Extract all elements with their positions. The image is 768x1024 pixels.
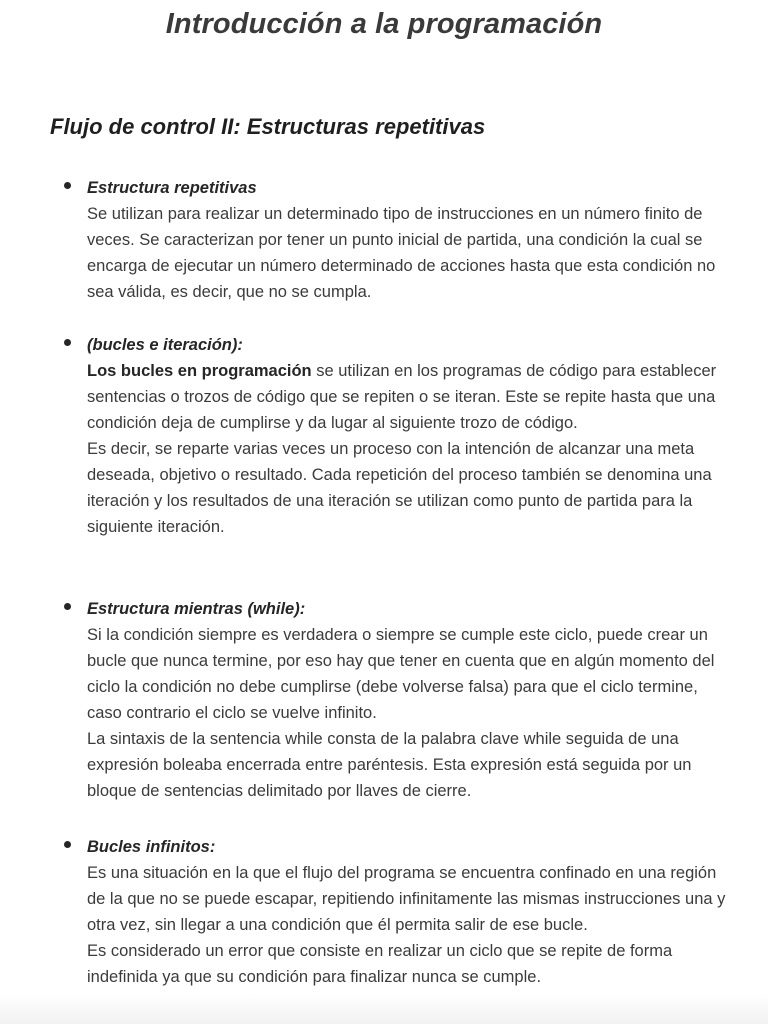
list-item	[58, 175, 730, 305]
bullet-icon	[64, 841, 71, 848]
paragraph-rest: se utilizan en los programas de código para establecer sentencias o trozos de código que se repiten o se iteran. Este se repite hasta que una condición deja de cumplirse y da lugar al siguiente trozo de código.	[87, 362, 717, 432]
item-body	[87, 358, 730, 540]
item-paragraph: La sintaxis de la sentencia while consta de la palabra clave while seguida de una expresión boleaba encerrada entre paréntesis. Esta expresión está seguida por un bloque de sentencias delimitado por llaves de cierre.	[87, 730, 692, 800]
item-body	[87, 622, 730, 804]
item-heading: Estructura repetitivas	[87, 179, 257, 197]
item-paragraph: Se utilizan para realizar un determinado tipo de instrucciones en un número finito de veces. Se caracterizan por tener un punto inicial de partida, una condición la cual se encarga de ejecutar un número determinado de acciones hasta que esta condición no sea válida, es decir, que no se cumpla.	[87, 205, 716, 301]
item-paragraph: Es decir, se reparte varias veces un proceso con la intención de alcanzar una meta deseada, objetivo o resultado. Cada repetición del proceso también se denomina una iteración y los resultados de una iteración se utilizan como punto de partida para la siguiente iteración.	[87, 440, 712, 536]
item-paragraph	[87, 358, 730, 436]
bottom-fade	[0, 994, 768, 1024]
item-paragraph: Es una situación en la que el flujo del programa se encuentra confinado en una región de la que no se puede escapar, repitiendo infinitamente las mismas instrucciones una y otra vez, sin llegar a una condición que él permita salir de ese bucle.	[87, 864, 726, 934]
item-heading: Bucles infinitos:	[87, 838, 216, 856]
bold-lead: Los bucles en programación	[87, 362, 312, 380]
item-body	[87, 860, 730, 990]
item-heading: (bucles e iteración):	[87, 336, 243, 354]
list-item	[58, 596, 730, 804]
bullet-icon	[64, 339, 71, 346]
item-heading: Estructura mientras (while):	[87, 600, 306, 618]
item-paragraph: Es considerado un error que consiste en realizar un ciclo que se repite de forma indefinida ya que su condición para finalizar nunca se cumple.	[87, 942, 673, 986]
bullet-icon	[64, 182, 71, 189]
item-paragraph: Si la condición siempre es verdadera o siempre se cumple este ciclo, puede crear un bucle que nunca termine, por eso hay que tener en cuenta que en algún momento del ciclo la condición no debe cumplirse (debe volverse falsa) para que el ciclo termine, caso contrario el ciclo se vuelve infinito.	[87, 626, 715, 722]
item-body	[87, 201, 730, 305]
list-item	[58, 332, 730, 540]
section-title: Flujo de control II: Estructuras repetitivas	[50, 114, 486, 139]
page-title: Introducción a la programación	[165, 8, 603, 40]
list-item	[58, 834, 730, 990]
bullet-icon	[64, 603, 71, 610]
